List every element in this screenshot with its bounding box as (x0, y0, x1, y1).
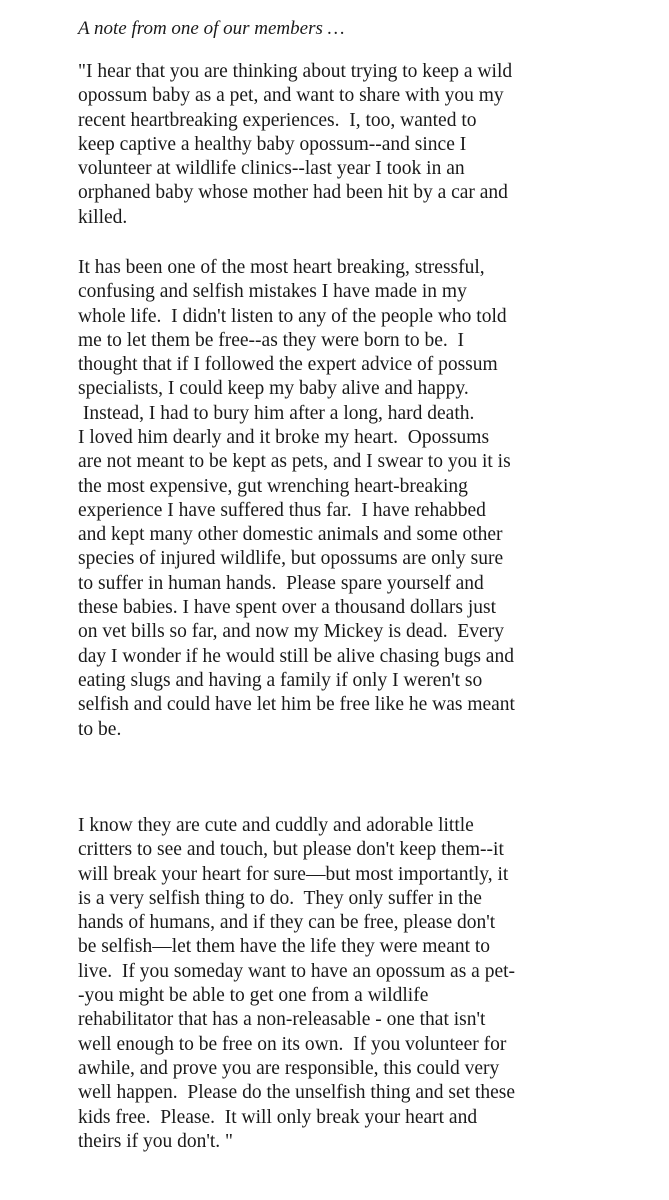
text-line: rehabilitator that has a non-releasable - one that isn't (78, 1009, 486, 1031)
text-line: species of injured wildlife, but opossums are only sure (78, 548, 504, 570)
text-line: be selfish—let them have the life they were meant to (78, 936, 491, 958)
paragraph-4 (78, 814, 515, 1154)
text-line: and kept many other domestic animals and some other (78, 524, 503, 546)
text-line: "I hear that you are thinking about trying to keep a wild (78, 61, 513, 82)
text-line: I know they are cute and cuddly and adorable little (78, 815, 474, 836)
text-line: selfish and could have let him be free like he was meant (78, 694, 515, 716)
text-line: is a very selfish thing to do. They only suffer in the (78, 887, 482, 909)
text-line: to suffer in human hands. Please spare yourself and (78, 572, 484, 594)
text-line: Instead, I had to bury him after a long, hard death. (78, 402, 475, 424)
text-line: on vet bills so far, and now my Mickey is dead. Every (78, 621, 504, 643)
text-line: will break your heart for sure—but most importantly, it (78, 863, 509, 885)
text-line: the most expensive, gut wrenching heart-breaking (78, 475, 468, 497)
text-line: day I wonder if he would still be alive chasing bugs and (78, 645, 514, 667)
text-line: these babies. I have spent over a thousand dollars just (78, 597, 497, 619)
text-line: theirs if you don't. " (78, 1130, 234, 1152)
text-line: me to let them be free--as they were born to be. I (78, 329, 465, 351)
text-line: whole life. I didn't listen to any of the people who told (78, 305, 507, 327)
text-line: specialists, I could keep my baby alive and happy. (78, 378, 469, 400)
text-line: It has been one of the most heart breaking, stressful, (78, 257, 485, 278)
text-line: live. If you someday want to have an opossum as a pet- (78, 960, 516, 982)
text-line: well happen. Please do the unselfish thing and set these (78, 1082, 516, 1104)
paragraph-3 (78, 426, 515, 742)
text-line: awhile, and prove you are responsible, this could very (78, 1057, 500, 1079)
text-line: I loved him dearly and it broke my heart. Opossums (78, 427, 490, 448)
text-line: thought that if I followed the expert advice of possum (78, 354, 498, 376)
paragraph-2 (78, 256, 507, 426)
text-line: -you might be able to get one from a wildlife (78, 985, 429, 1007)
text-line: orphaned baby whose mother had been hit by a car and (78, 182, 508, 204)
text-line: experience I have suffered thus far. I have rehabbed (78, 499, 486, 521)
text-line: to be. (78, 718, 122, 740)
paragraph-1 (78, 60, 512, 230)
text-line: critters to see and touch, but please don't keep them--it (78, 839, 504, 861)
text-line: kids free. Please. It will only break your heart and (78, 1106, 478, 1128)
text-line: opossum baby as a pet, and want to share with you my (78, 85, 504, 107)
note-heading: A note from one of our members … (78, 18, 345, 39)
text-line: well enough to be free on its own. If you volunteer for (78, 1033, 507, 1055)
text-line: recent heartbreaking experiences. I, too, wanted to (78, 109, 477, 131)
text-line: keep captive a healthy baby opossum--and since I (78, 133, 467, 155)
text-line: killed. (78, 206, 128, 228)
text-line: hands of humans, and if they can be free, please don't (78, 912, 496, 934)
text-line: are not meant to be kept as pets, and I swear to you it is (78, 451, 511, 473)
text-line: confusing and selfish mistakes I have made in my (78, 281, 467, 303)
text-line: eating slugs and having a family if only I weren't so (78, 669, 483, 691)
text-line: volunteer at wildlife clinics--last year I took in an (78, 158, 465, 180)
